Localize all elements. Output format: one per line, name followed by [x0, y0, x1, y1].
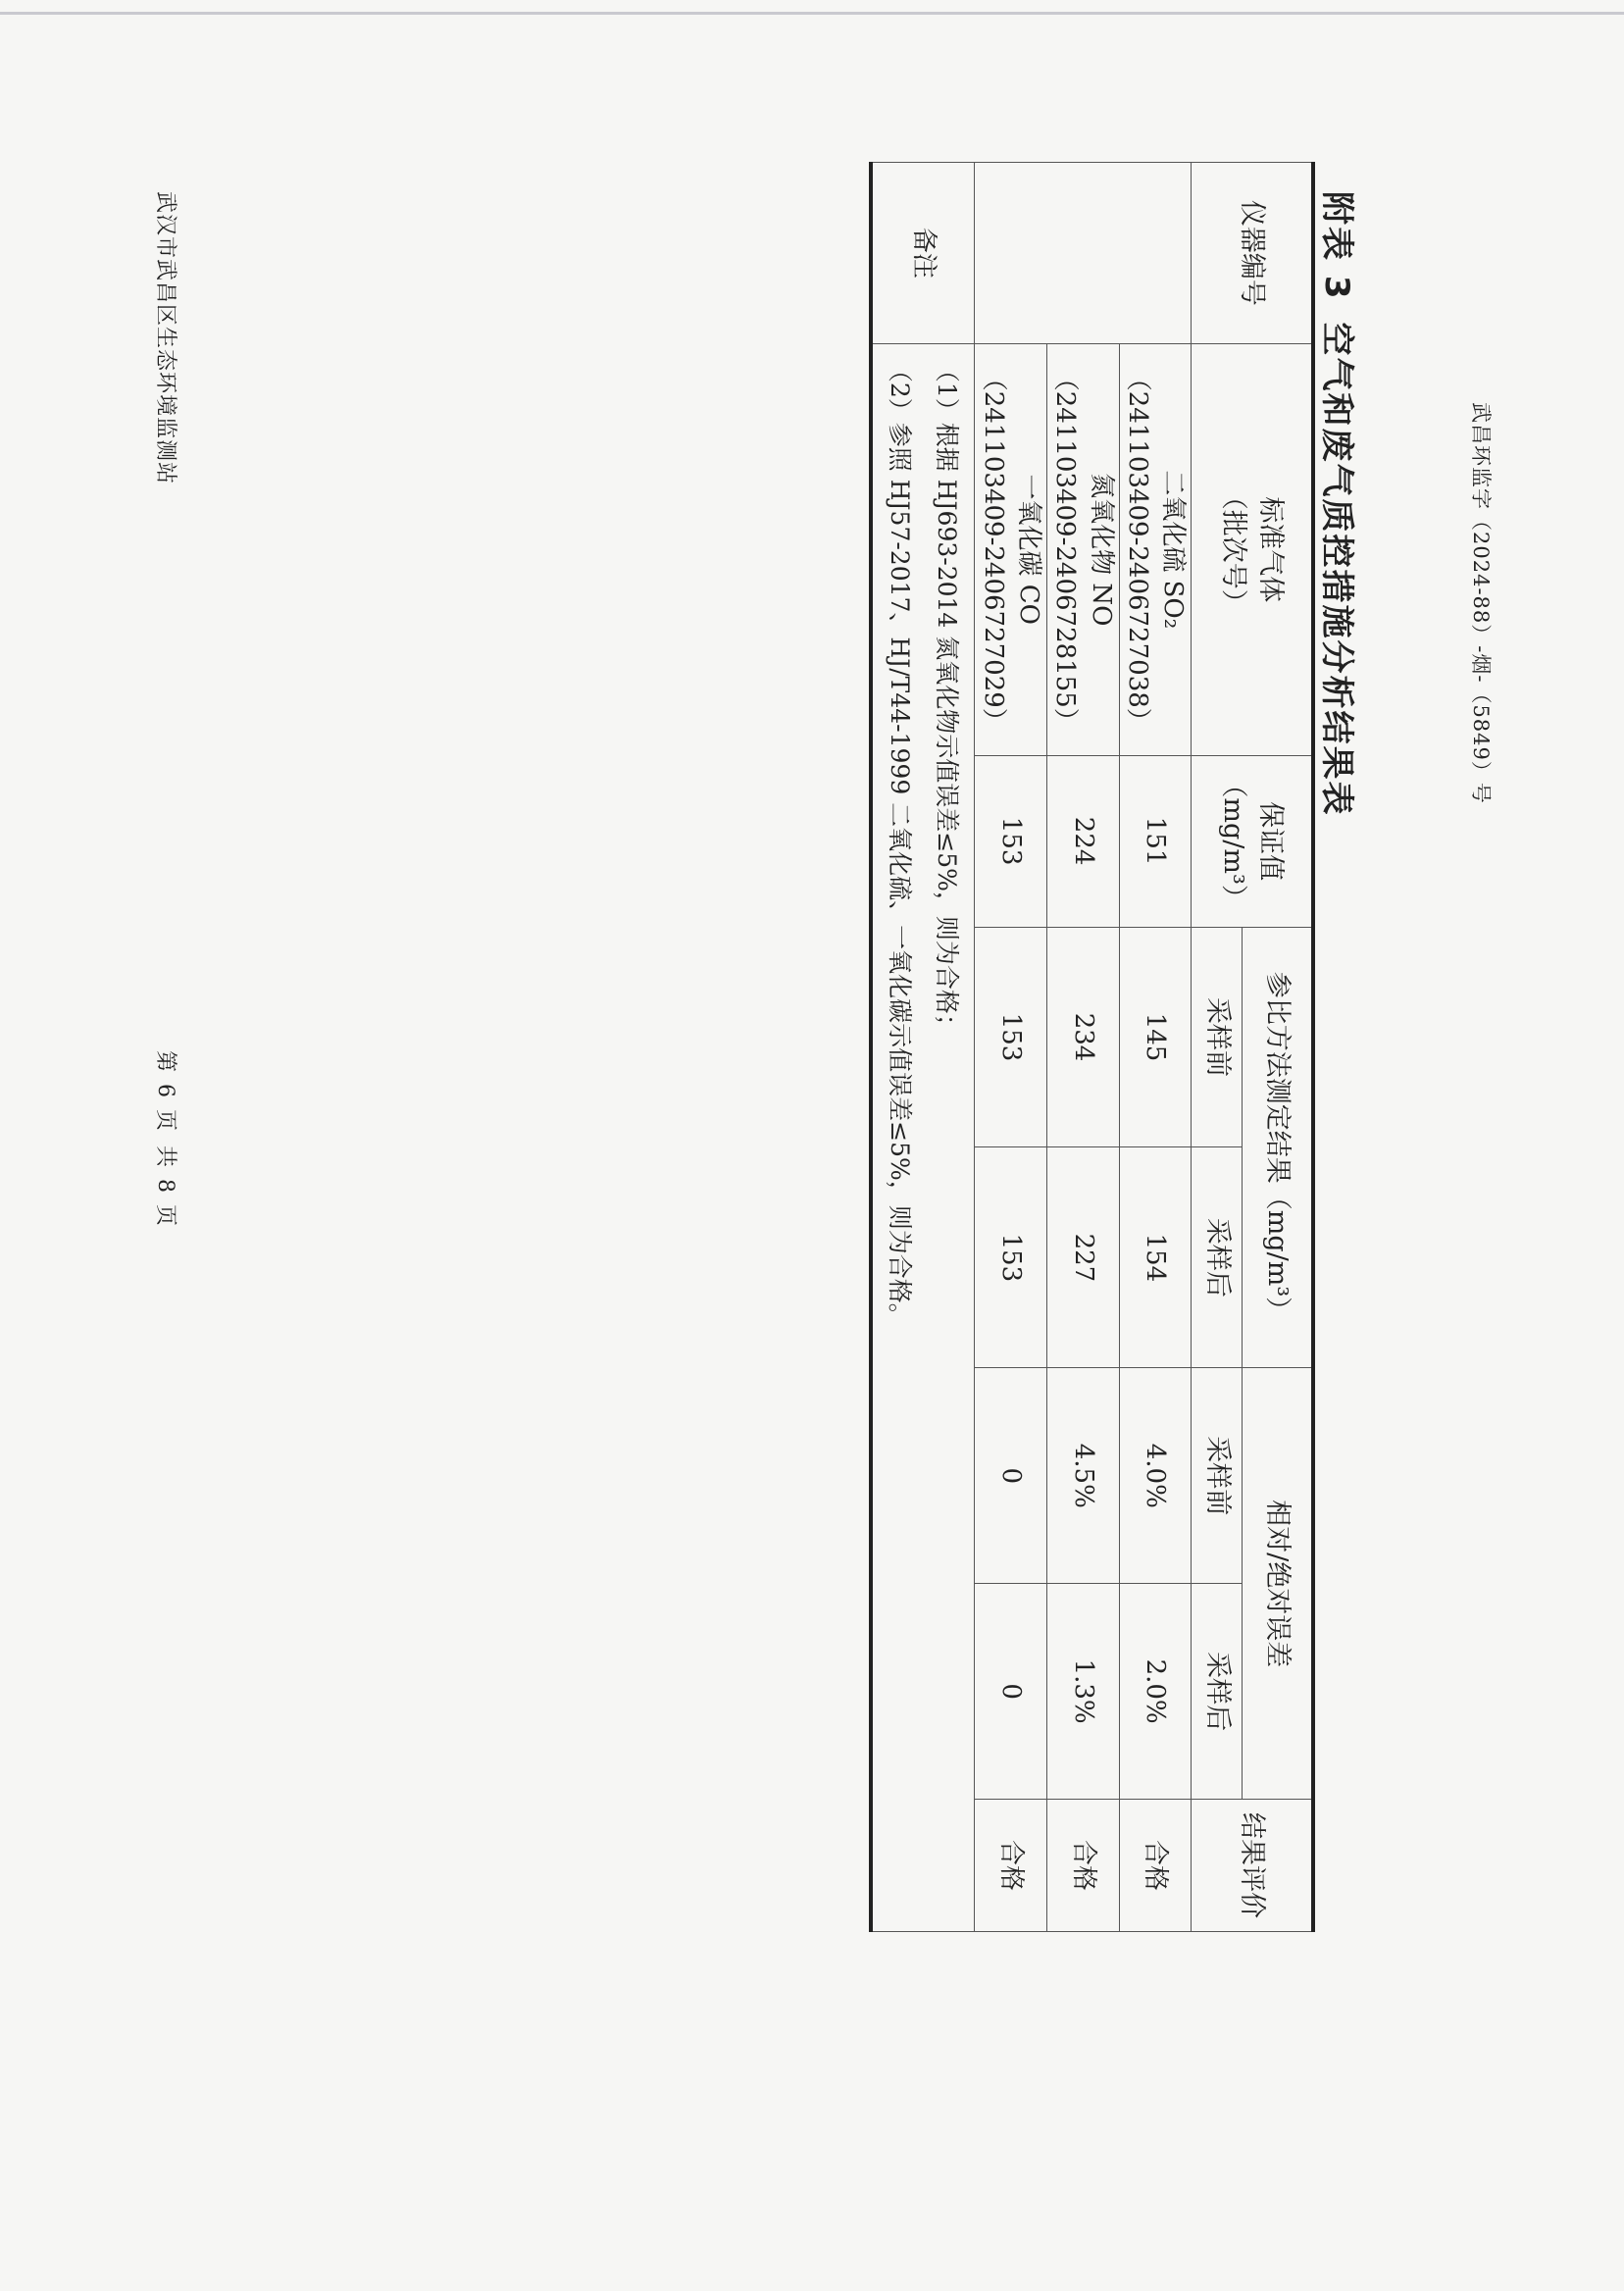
page-prefix: 第 [153, 1050, 178, 1073]
gas-cell-co [975, 343, 1047, 755]
page-current: 6 [153, 1084, 178, 1098]
header-err-before: 采样前 [1192, 1368, 1243, 1584]
err-after-value: 2.0% [1119, 1584, 1192, 1800]
header-standard-gas [1192, 343, 1313, 755]
evaluation-value: 合格 [975, 1800, 1047, 1932]
err-after-value: 0 [975, 1584, 1047, 1800]
header-guarantee-value-line2: （mg/m³） [1218, 771, 1249, 911]
evaluation-value: 合格 [1119, 1800, 1192, 1932]
page-suffix: 页 [153, 1204, 178, 1227]
table-row-co [975, 163, 1047, 1932]
header-err-after: 采样后 [1192, 1584, 1243, 1800]
table-row-so2 [1119, 163, 1192, 1932]
header-guarantee-value-line1: 保证值 [1255, 801, 1287, 882]
evaluation-value: 合格 [1046, 1800, 1119, 1932]
header-standard-gas-line2: （批次号） [1218, 483, 1249, 616]
remark-line: （1）根据 HJ693-2014 氮氧化物示值误差≤5%，则为合格； [933, 357, 962, 1039]
header-relative-error-group: 相对/绝对误差 [1243, 1368, 1313, 1800]
gas-name: 二氧化硫 SO₂ [1158, 470, 1189, 630]
ref-after-value: 154 [1119, 1147, 1192, 1368]
header-comparison-group: 参比方法测定结果（mg/m³） [1243, 927, 1313, 1368]
gas-cell-no [1046, 343, 1119, 755]
gas-name: 氮氧化物 NO [1086, 473, 1116, 627]
header-ref-before: 采样前 [1192, 927, 1243, 1147]
header-instrument-no: 仪器编号 [1192, 163, 1313, 344]
table-title-prefix: 附表 3 [1317, 191, 1356, 301]
table-row-remarks [871, 163, 975, 1932]
page-mid: 页 共 [153, 1109, 178, 1168]
ref-before-value: 234 [1046, 927, 1119, 1147]
qc-results-table [869, 162, 1315, 1932]
header-ref-after: 采样后 [1192, 1147, 1243, 1368]
err-before-value: 4.0% [1119, 1368, 1192, 1584]
gas-batch-no: （241103409-2406727029） [978, 365, 1008, 734]
guarantee-value: 151 [1119, 755, 1192, 927]
guarantee-value: 153 [975, 755, 1047, 927]
ref-before-value: 145 [1119, 927, 1192, 1147]
report-number: 武昌环监字（2024-88）-烟-（5849）号 [1469, 402, 1493, 804]
table-row-no [1046, 163, 1119, 1932]
page-number [152, 1044, 182, 1232]
gas-cell-so2 [1119, 343, 1192, 755]
remark-line: （2）参照 HJ57-2017、HJ/T44-1999 二氧化硫、一氧化碳示值误差≤5%，则为合格。 [886, 357, 915, 1328]
gas-name: 一氧化碳 CO [1013, 474, 1043, 625]
header-guarantee-value [1192, 755, 1313, 927]
table-title-text: 空气和废气质控措施分析结果表 [1317, 322, 1356, 817]
gas-batch-no: （241103409-2406728155） [1050, 365, 1081, 734]
err-after-value: 1.3% [1046, 1584, 1119, 1800]
guarantee-value: 224 [1046, 755, 1119, 927]
instrument-no-cell [975, 163, 1192, 344]
ref-after-value: 153 [975, 1147, 1047, 1368]
page-total: 8 [153, 1179, 178, 1194]
station-name: 武汉市武昌区生态环境监测站 [153, 191, 178, 485]
header-evaluation: 结果评价 [1192, 1800, 1313, 1932]
err-before-value: 4.5% [1046, 1368, 1119, 1584]
ref-before-value: 153 [975, 927, 1047, 1147]
err-before-value: 0 [975, 1368, 1047, 1584]
ref-after-value: 227 [1046, 1147, 1119, 1368]
header-standard-gas-line1: 标准气体 [1255, 496, 1287, 603]
gas-batch-no: （241103409-2406727038） [1123, 365, 1153, 734]
remarks-content [871, 343, 975, 1931]
remarks-label: 备注 [871, 163, 975, 344]
table-title [1316, 191, 1364, 817]
